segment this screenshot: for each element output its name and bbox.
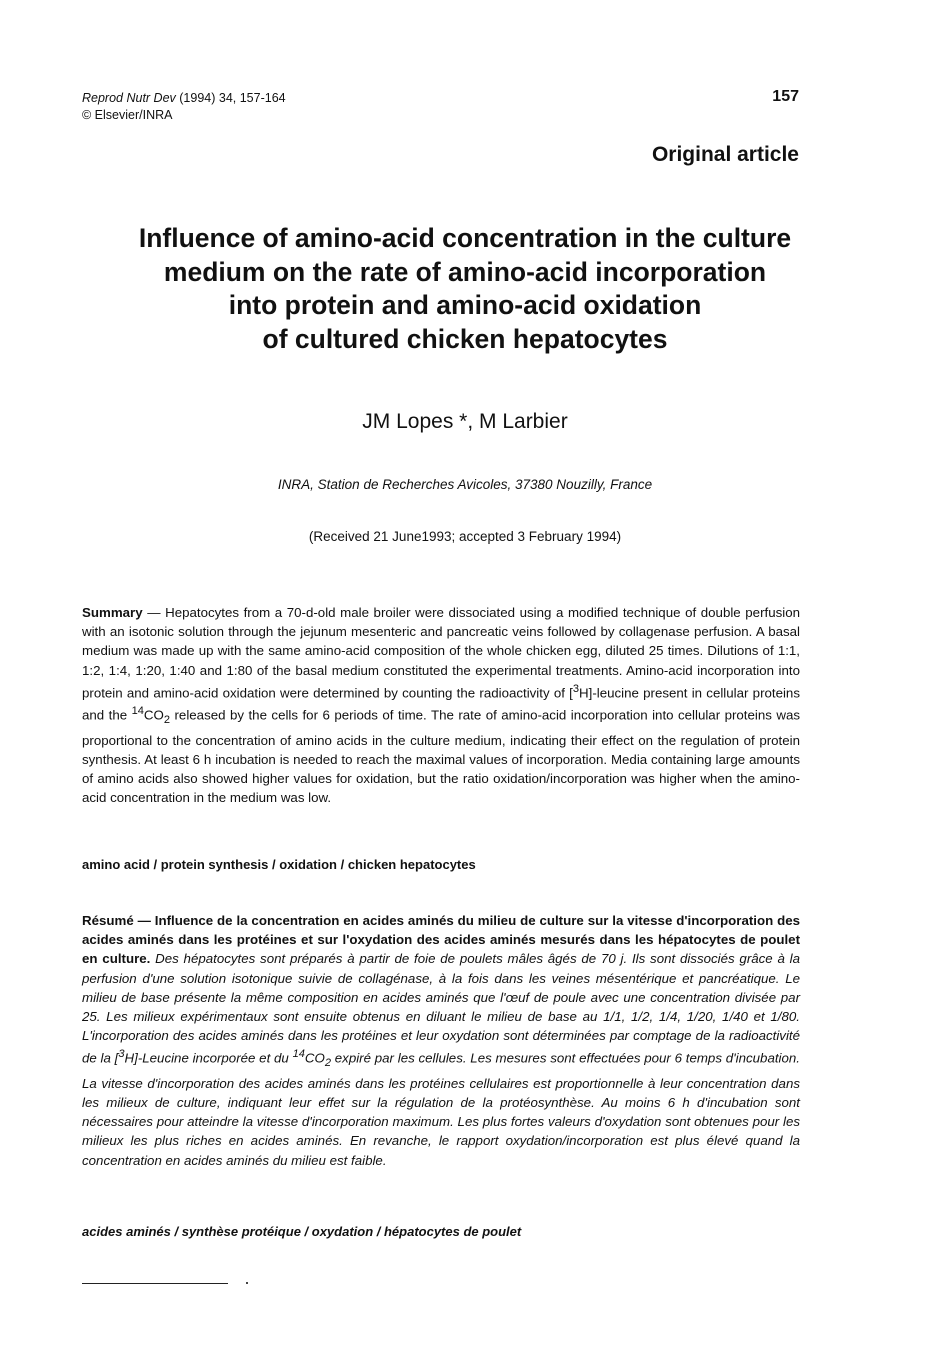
resume-label: Résumé xyxy=(82,913,134,928)
summary-text: — Hepatocytes from a 70-d-old male broiler were dissociated using a modified technique of double perfusion with an isotonic solution through the jejunum mesenteric and pancreatic veins followed by collagenase perfusion. A basal medium was made up with the same amino-acid composition of the whole chicken egg, diluted 25 times. Dilutions of 1:1, 1:2, 1:4, 1:20, 1:40 and 1:80 of the basal medium constituted the experimental treatments. Amino-acid incorporation into protein and amino-acid oxidation were determined by counting the radioactivity of [ xyxy=(82,605,800,701)
superscript: 14 xyxy=(131,705,144,718)
summary-paragraph xyxy=(82,603,800,808)
article-type: Original article xyxy=(651,143,799,166)
mots-cles: acides aminés / synthèse protéique / oxydation / hépatocytes de poulet xyxy=(82,1224,522,1239)
resume-text: H]-Leucine incorporée et du xyxy=(124,1050,293,1066)
summary-text: H]-leucine present in cellular proteins and the xyxy=(82,685,800,723)
title-line: Influence of amino-acid concentration in the culture xyxy=(138,223,792,253)
title-line: medium on the rate of amino-acid incorporation xyxy=(163,256,767,287)
article-title xyxy=(80,222,850,356)
resume-title: — Influence de la concentration en acides aminés du milieu de culture sur la vitesse d'incorporation des acides aminés dans les protéines et sur l'oxydation des acides aminés mesurés dans les hépatocytes de poulet en culture. xyxy=(82,913,800,967)
resume-text: CO xyxy=(304,1050,325,1066)
footnote-dot xyxy=(246,1282,248,1284)
journal-name: Reprod Nutr Dev xyxy=(82,91,176,105)
subscript: 2 xyxy=(324,1057,332,1070)
title-line: of cultured chicken hepatocytes xyxy=(262,323,668,354)
superscript: 14 xyxy=(292,1048,305,1061)
summary-label: Summary xyxy=(82,605,143,620)
page-number: 157 xyxy=(772,88,799,105)
resume-paragraph xyxy=(82,911,800,1170)
copyright-line: © Elsevier/INRA xyxy=(82,108,173,122)
resume-text: expiré par les cellules. Les mesures sont effectuées pour 6 temps d'incubation. La vitesse d'incorporation des acides aminés dans les protéines cellulaires est proportionnelle à leur concentration dans les milieux de culture, indiquant leur effet sur la régulation de la protéosynthèse. Au moins 6 h d'incubation sont nécessaires pour atteindre la vitesse d'incorporation maximum. Les plus fortes valeurs d'oxydation sont obtenues pour les milieux les plus riches en acides aminés. En revanche, le rapport oxydation/incorporation est plus élevé quand la concentration en acides aminés du milieu est faible. xyxy=(82,1050,800,1168)
received-dates: (Received 21 June1993; accepted 3 February 1994) xyxy=(308,529,622,544)
superscript: 3 xyxy=(572,682,580,695)
keywords: amino acid / protein synthesis / oxidation / chicken hepatocytes xyxy=(82,857,476,872)
authors: JM Lopes *, M Larbier xyxy=(362,410,568,433)
footnote-rule xyxy=(82,1283,228,1284)
title-line: into protein and amino-acid oxidation xyxy=(228,290,702,320)
subscript: 2 xyxy=(163,714,171,727)
journal-details: (1994) 34, 157-164 xyxy=(175,91,286,105)
summary-text: CO xyxy=(143,707,164,723)
summary-text: released by the cells for 6 periods of time. The rate of amino-acid incorporation into cellular proteins was proportional to the concentration of amino acids in the culture medium, indicating their effect on the regulation of protein synthesis. At least 6 h incubation is needed to reach the maximal values of incorporation. Media containing large amounts of amino acids also showed higher values for oxidation, but the ratio oxidation/incorporation was higher when the amino-acid concentration in the medium was low. xyxy=(82,707,800,806)
affiliation: INRA, Station de Recherches Avicoles, 37380 Nouzilly, France xyxy=(277,477,653,492)
superscript: 3 xyxy=(118,1048,125,1061)
journal-citation xyxy=(82,90,286,124)
resume-text: Des hépatocytes sont préparés à partir de foie de poulets mâles âgés de 70 j. Ils sont dissociés grâce à la perfusion d'une solution isotonique suivie de collagénase, à la fois dans les veines mésentérique et pancréatique. Le milieu de base présente la même composition en acides aminés que l'œuf de poule avec une concentration divisée par 25. Les milieux expérimentaux sont ensuite obtenus en diluant le milieu de base au 1/1, 1/2, 1/4, 1/20, 1/40 et 1/80. L'incorporation des acides aminés dans les protéines et leur oxydation sont déterminées par comptage de la radioactivité de la [ xyxy=(82,951,801,1066)
